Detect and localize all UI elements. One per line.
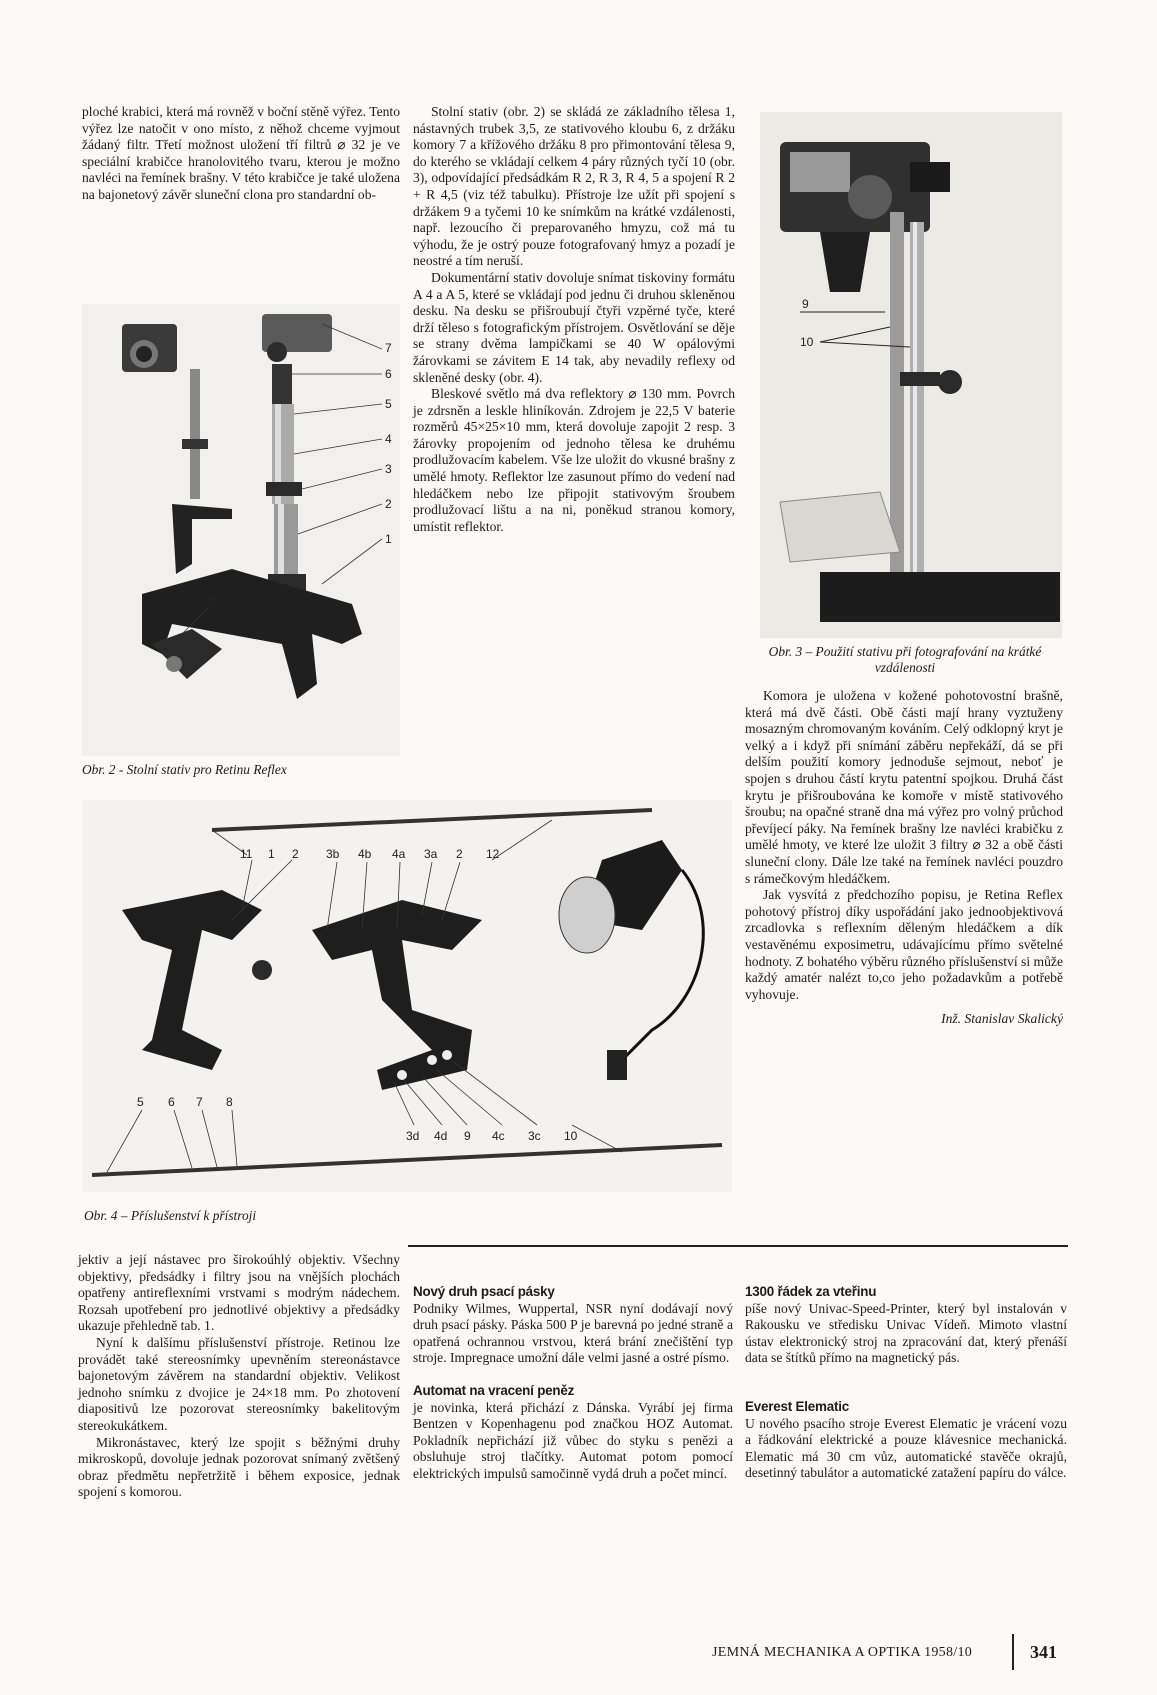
figure-2-caption: Obr. 2 - Stolní stativ pro Retinu Reflex <box>82 762 287 777</box>
fig4-label: 3d <box>406 1129 420 1143</box>
column3-text <box>745 688 1063 1028</box>
fig4-label: 3c <box>528 1129 541 1143</box>
article-text: Podniky Wilmes, Wuppertal, NSR nyní dodávají nový druh psací pásky. Páska 500 P je barevná po jedné straně a opatřená ochrannou vrstvou, která brání znečištění typ stroje. Impregnace umožní dále velmi jasné a ostré písmo. <box>413 1300 733 1366</box>
tripod-illustration <box>82 304 400 756</box>
article-text: je novinka, která přichází z Dánska. Vyrábí jej firma Bentzen v Kopenhagenu pod značkou HOZ Automat. Pokladník nepřichází již vůbec do styku s penězi a obsluhuje stroj tlačítky. Automat potom pomocí elektrických impulsů samočinně vydá druh a počet mincí. <box>413 1399 733 1481</box>
fig4-label: 2 <box>456 847 463 861</box>
fig2-label: 5 <box>385 397 392 411</box>
fig2-label: 3 <box>385 462 392 476</box>
paragraph: Nyní k dalšímu příslušenství přístroje. Retinou lze provádět také stereosnímky upevněním stereonástavce bajonetovým závěrem na standardní objektiv. Velikost jednoho snímku z dvojice je 24×18 mm. Po zhotovení diapositivů lze pozorovat stereosnímky bakelitovým stereokukátkem. <box>78 1334 400 1433</box>
figure-4-caption: Obr. 4 – Příslušenství k přístroji <box>84 1208 257 1223</box>
article-title: Everest Elematic <box>745 1398 849 1414</box>
accessories-illustration <box>82 800 732 1192</box>
fig3-label: 10 <box>800 335 814 349</box>
column1-top-text <box>82 104 400 204</box>
figure-2-table-tripod <box>82 304 400 756</box>
paragraph: Bleskové světlo má dva reflektory ⌀ 130 mm. Povrch je zdrsněn a leskle hliníkován. Zdrojem je 22,5 V baterie rozměrů 45×25×10 mm, která dovoluje zapojit 2 resp. 3 žárovky propojením od jednoho tělesa ke druhému prodlužovacím kabelem. Vše lze uložit do vkusné brašny z umělé hmoty. Reflektor lze zasunout přímo do vedení nad hledáčkem nebo lze připojit stativovým šroubem prodlužovací lištu a na ni, poněkud stranou komory, umístit reflektor. <box>413 386 735 534</box>
fig4-label: 4a <box>392 847 406 861</box>
journal-footer: JEMNÁ MECHANIKA A OPTIKA 1958/10 <box>712 1645 973 1660</box>
fig4-label: 4d <box>434 1129 448 1143</box>
figure-3-caption: Obr. 3 – Použití stativu při fotografování na krátké vzdálenosti <box>768 644 1042 675</box>
paragraph: Komora je uložena v kožené pohotovostní brašně, která má dvě části. Obě části mají hrany vyztuženy mosazným chromovaným kováním. Celý odklopný kryt je velký a i když při snímání záběru nepřekáží, dá se při delším použití komory jednoduše sejmout, neboť je spojen s druhou částí krytu patentní spojkou. Druhá část krytu je přišroubována ke komoře v místě stativového šroubu; na opačné straně dna má výřez pro volný průchod převíjecí páky. Na řemínek brašny lze navléci krabičku z umělé hmoty, ve které lze uložit 3 filtry ⌀ 32 a obě části sluneční clony. Dále lze také na řemínek navléci pouzdro s rámečkovým hledáčkem. <box>745 688 1063 886</box>
article-text: píše nový Univac-Speed-Printer, který byl instalován v Rakousku ve středisku Univac Vídeň. Mimoto vlastní ústav elektronický stroj na zpracování dat, který přenáší data se štítků přímo na magnetický pás. <box>745 1300 1067 1366</box>
fig4-label: 6 <box>168 1095 175 1109</box>
bottom-column2-text <box>413 1284 733 1483</box>
paragraph: jektiv a její nástavec pro širokoúhlý objektiv. Všechny objektivy, předsádky i filtry jsou na vnějších plochách opatřeny antireflexními vrstvami s modrým nádechem. Rozsah upotřebení pro jednotlivé objektivy a předsádky ukazuje přehledně tab. 1. <box>78 1252 400 1334</box>
article-title: 1300 řádek za vteřinu <box>745 1284 877 1299</box>
fig4-label: 5 <box>137 1095 144 1109</box>
fig4-label: 11 <box>240 847 253 861</box>
figure-3-close-up-stand <box>760 112 1062 638</box>
fig4-label: 7 <box>196 1095 203 1109</box>
paragraph: ploché krabici, která má rovněž v boční stěně výřez. Tento výřez lze natočit v ono místo, z něhož chceme vyjmout žádaný filtr. Třetí možnost uložení tří filtrů ⌀ 32 je ve speciální krabičce hranolovitého tvaru, kterou je možno navléci na řemínek brašny. V této krabičce je také uložena na bajonetový závěr sluneční clona pro standardní ob- <box>82 104 400 202</box>
page-number: 341 <box>1030 1642 1057 1662</box>
fig2-label: 8 <box>208 595 215 609</box>
fig2-label: 1 <box>385 532 392 546</box>
article-title: Automat na vracení peněz <box>413 1382 575 1398</box>
paragraph: Stolní stativ (obr. 2) se skládá ze základního tělesa 1, nástavných trubek 3,5, ze stativového kloubu 6, z držáku komory 7 a křížového držáku 8 pro přimontování tělesa 9, do kterého se vkládají celkem 4 páry různých tyčí 10 (obr. 3), odpovídající předsádkám R 2, R 3, R 4, 5 a spojení R 2 + R 4,5 (viz též tabulku). Přístroje lze užít při spojení s držákem 9 a tyčemi 10 ke snímkům na krátké vzdálenosti, např. lezoucího či preparovaného hmyzu, což má tu výhodu, že je ostrý pouze fotografovaný hmyz a pozadí je neostré a tím neruší. <box>413 104 735 269</box>
figure-4-accessories <box>82 800 732 1192</box>
fig2-label: 7 <box>385 341 392 355</box>
fig4-label: 4b <box>358 847 372 861</box>
fig4-label: 8 <box>226 1095 233 1109</box>
fig2-label: 2 <box>385 497 392 511</box>
paragraph: Jak vysvítá z předchozího popisu, je Retina Reflex pohotový přístroj díky uspořádání jako jednoobjektivová zrcadlovka s reflexním děleným hledáčkem a dík vestavěnému exposimetru, udávajícímu přímo světelné hodnoty. Z bohatého výběru různého příslušenství si může každý amatér nalézt to,co jeho požadavkům a potřebě vyhovuje. <box>745 887 1063 1002</box>
article-title: Nový druh psací pásky <box>413 1284 555 1299</box>
fig4-label: 1 <box>268 847 275 861</box>
fig4-label: 3a <box>424 847 438 861</box>
fig4-label: 2 <box>292 847 299 861</box>
article-text: U nového psacího stroje Everest Elematic je vrácení vozu a řádkování elektrické a pouze klávesnice mechanická. Elematic má 30 cm vůz, automatické stavěče okrajů, desetinný tabulátor a automatické zatažení papíru do válce. <box>745 1415 1067 1481</box>
section-divider <box>408 1245 1068 1247</box>
fig2-label: 4 <box>385 432 392 446</box>
fig4-label: 3b <box>326 847 340 861</box>
bottom-column1-text <box>78 1252 400 1501</box>
footer-separator <box>1012 1634 1014 1670</box>
fig4-label: 12 <box>486 847 500 861</box>
column2-text <box>413 104 735 535</box>
fig4-label: 10 <box>564 1129 578 1143</box>
close-up-stand-illustration <box>760 112 1062 638</box>
fig4-label: 9 <box>464 1129 471 1143</box>
bottom-column3-text <box>745 1284 1067 1482</box>
fig2-label: 6 <box>385 367 392 381</box>
paragraph: Dokumentární stativ dovoluje snímat tiskoviny formátu A 4 a A 5, které se vkládají pod jednu či druhou skleněnou desku. Na desku se přišroubují čtyři vzpěrné tyče, které drží těleso s fotografickým přístrojem. Osvětlování se děje se strany dvěma lampičkami se 40 W opálovými žárovkami se závitem E 14 tak, aby nevadily reflexy od skleněné desky (obr. 4). <box>413 269 735 385</box>
author: Inž. Stanislav Skalický <box>941 1011 1063 1027</box>
fig4-label: 4c <box>492 1129 505 1143</box>
paragraph: Mikronástavec, který lze spojit s běžnými druhy mikroskopů, dovoluje jednak pozorovat snímaný zvětšený obraz předmětu nepřetržitě i během exposice, jednak spojení s komorou. <box>78 1434 400 1500</box>
fig3-label: 9 <box>802 297 809 311</box>
